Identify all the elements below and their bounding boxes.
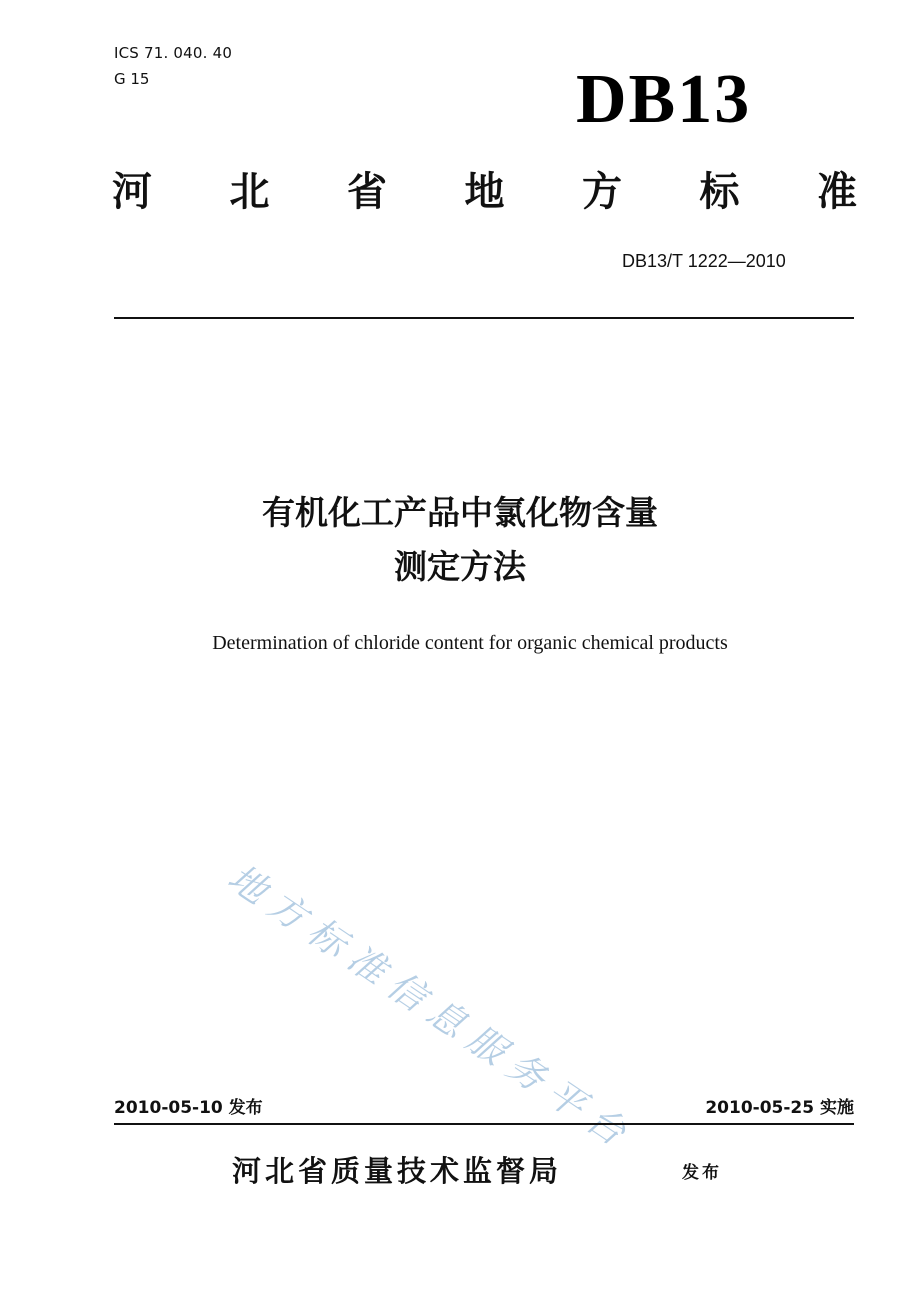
standard-type-char: 河 <box>112 169 152 215</box>
db-logo: DB13 <box>576 61 752 138</box>
header-divider <box>114 317 854 319</box>
title-zh-line2: 测定方法 <box>394 547 526 586</box>
standard-type-char: 北 <box>229 169 270 215</box>
issuer: 河北省质量技术监督局 <box>232 1154 563 1188</box>
footer-divider <box>114 1123 854 1125</box>
ccs-code: G 15 <box>114 70 150 88</box>
implement-date: 2010-05-25 实施 <box>705 1098 854 1118</box>
standard-number: DB13/T 1222—2010 <box>622 251 786 271</box>
release-date: 2010-05-10 发布 <box>114 1098 263 1118</box>
standard-type-char: 方 <box>582 169 622 215</box>
ics-code: ICS 71. 040. 40 <box>114 44 233 62</box>
title-en: Determination of chloride content for organic chemical products <box>212 632 728 654</box>
issue-label: 发布 <box>682 1163 722 1183</box>
standard-type-char: 地 <box>464 169 505 215</box>
standard-type-heading <box>112 168 857 216</box>
watermark: 地方标准信息服务平台 <box>220 855 643 1160</box>
title-zh-line1: 有机化工产品中氯化物含量 <box>262 493 658 532</box>
standard-type-char: 省 <box>347 169 387 215</box>
standard-type-char: 标 <box>699 169 740 215</box>
standard-type-char: 准 <box>817 169 857 215</box>
